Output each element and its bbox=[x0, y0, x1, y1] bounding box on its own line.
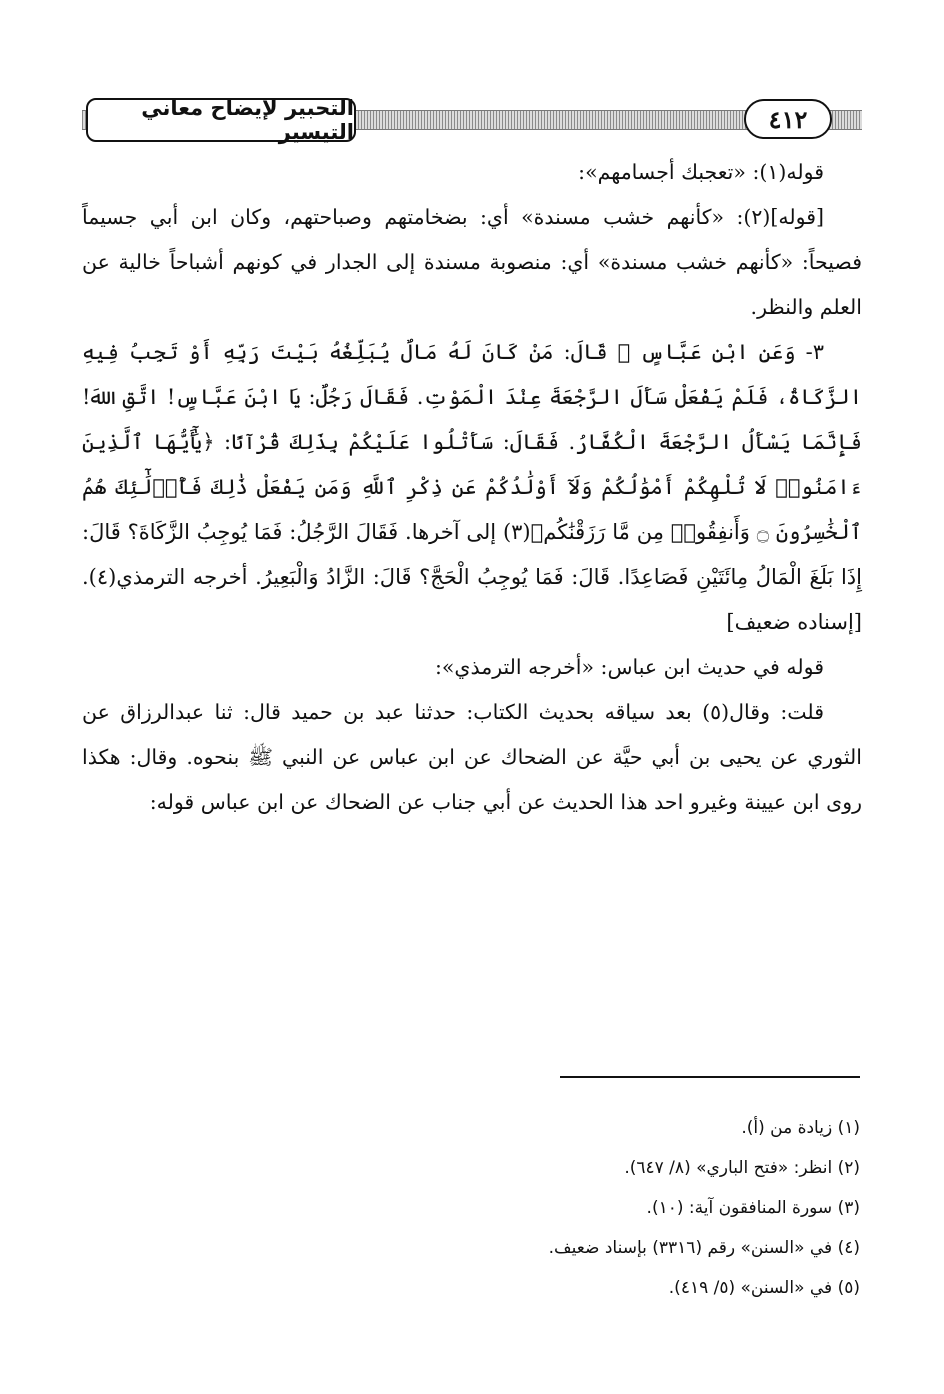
footnote-2: (٢) انظر: «فتح الباري» (٨/ ٦٤٧). bbox=[624, 1158, 860, 1178]
footnotes bbox=[82, 1108, 862, 1308]
footnote-1: (١) زيادة من (أ). bbox=[741, 1118, 860, 1138]
footnote-3: (٣) سورة المنافقون آية: (١٠). bbox=[646, 1198, 860, 1218]
commentary-heading-1: قوله(١): «تعجبك أجسامهم»: bbox=[578, 160, 824, 184]
page-header bbox=[82, 98, 862, 148]
commentary-paragraph-1: [قوله](٢): «كأنهم خشب مسندة» أي: بضخامتهم وصباحتهم، وكان ابن أبي جسيماً فصيحاً: «كأنهم خشب مسندة» أي: منصوبة مسندة إلى الجدار في كونهم أشباحاً خالية عن العلم والنظر. bbox=[82, 205, 862, 319]
book-title: التحبير لإيضاح معاني التيسير bbox=[86, 98, 356, 142]
footnote-5: (٥) في «السنن» (٥/ ٤١٩). bbox=[668, 1278, 860, 1298]
commentary-paragraph-2: قلت: وقال(٥) بعد سياقه بحديث الكتاب: حدثنا عبد بن حميد قال: ثنا عبدالرزاق عن الثوري عن يحيى بن أبي حيَّة عن الضحاك عن ابن عباس عن النبي ﷺ بنحوه. وقال: هكذا روى ابن عيينة وغيرو احد هذا الحديث عن أبي جناب عن الضحاك عن ابن عباس قوله: bbox=[82, 700, 862, 814]
footnote-4: (٤) في «السنن» رقم (٣٣١٦) بإسناد ضعيف. bbox=[548, 1238, 860, 1258]
hadith-text: ٣- وَعَنِ ابْنِ عَبَّاسٍ ﷺ قَالَ: مَنْ كَانَ لَهُ مَالٌ يُبَلِّغُهُ بَيْتَ رَبِّهِ أَوْ تَجِبُ فِيهِ الزَّكَاةُ، فَلَمْ يَفْعَلْ سَأَلَ الرَّجْعَةَ عِنْدَ الْمَوْتِ. فَقَالَ رَجُلٌ: يَا ابْنَ عَبَّاسٍ! اتَّقِ اللهَ! فَإِنَّمَا يَسْأَلُ الرَّجْعَةَ الْكُفَّارُ. فَقَالَ: سَأَتْلُوا عَلَيْكُمْ بِذَلِكَ قُرْآنًا: ﴿يَٰٓأَيُّهَا ٱلَّذِينَ ءَامَنُوا۟ لَا تُلْهِكُمْ أَمْوَٰلُكُمْ وَلَآ أَوْلَٰدُكُمْ عَن ذِكْرِ ٱللَّهِ وَمَن يَفْعَلْ ذَٰلِكَ فَأُو۟لَٰٓئِكَ هُمُ ٱلْخَٰسِرُونَ ۝ وَأَنفِقُوا۟ مِن مَّا رَزَقْنَٰكُم﴾(٣) إلى آخرها. فَقَالَ الرَّجُلُ: فَمَا يُوجِبُ الزَّكَاةَ؟ قَالَ: إِذَا بَلَغَ الْمَالُ مِائَتَيْنِ فَصَاعِدًا. قَالَ: فَمَا يُوجِبُ الْحَجَّ؟ قَالَ: الزَّادُ وَالْبَعِيرُ. أخرجه الترمذي(٤). [إسناده ضعيف] bbox=[82, 340, 862, 634]
page-number: ٤١٢ bbox=[744, 99, 832, 139]
main-text bbox=[82, 150, 862, 825]
footnote-divider bbox=[560, 1076, 860, 1078]
commentary-heading-2: قوله في حديث ابن عباس: «أخرجه الترمذي»: bbox=[434, 655, 824, 679]
